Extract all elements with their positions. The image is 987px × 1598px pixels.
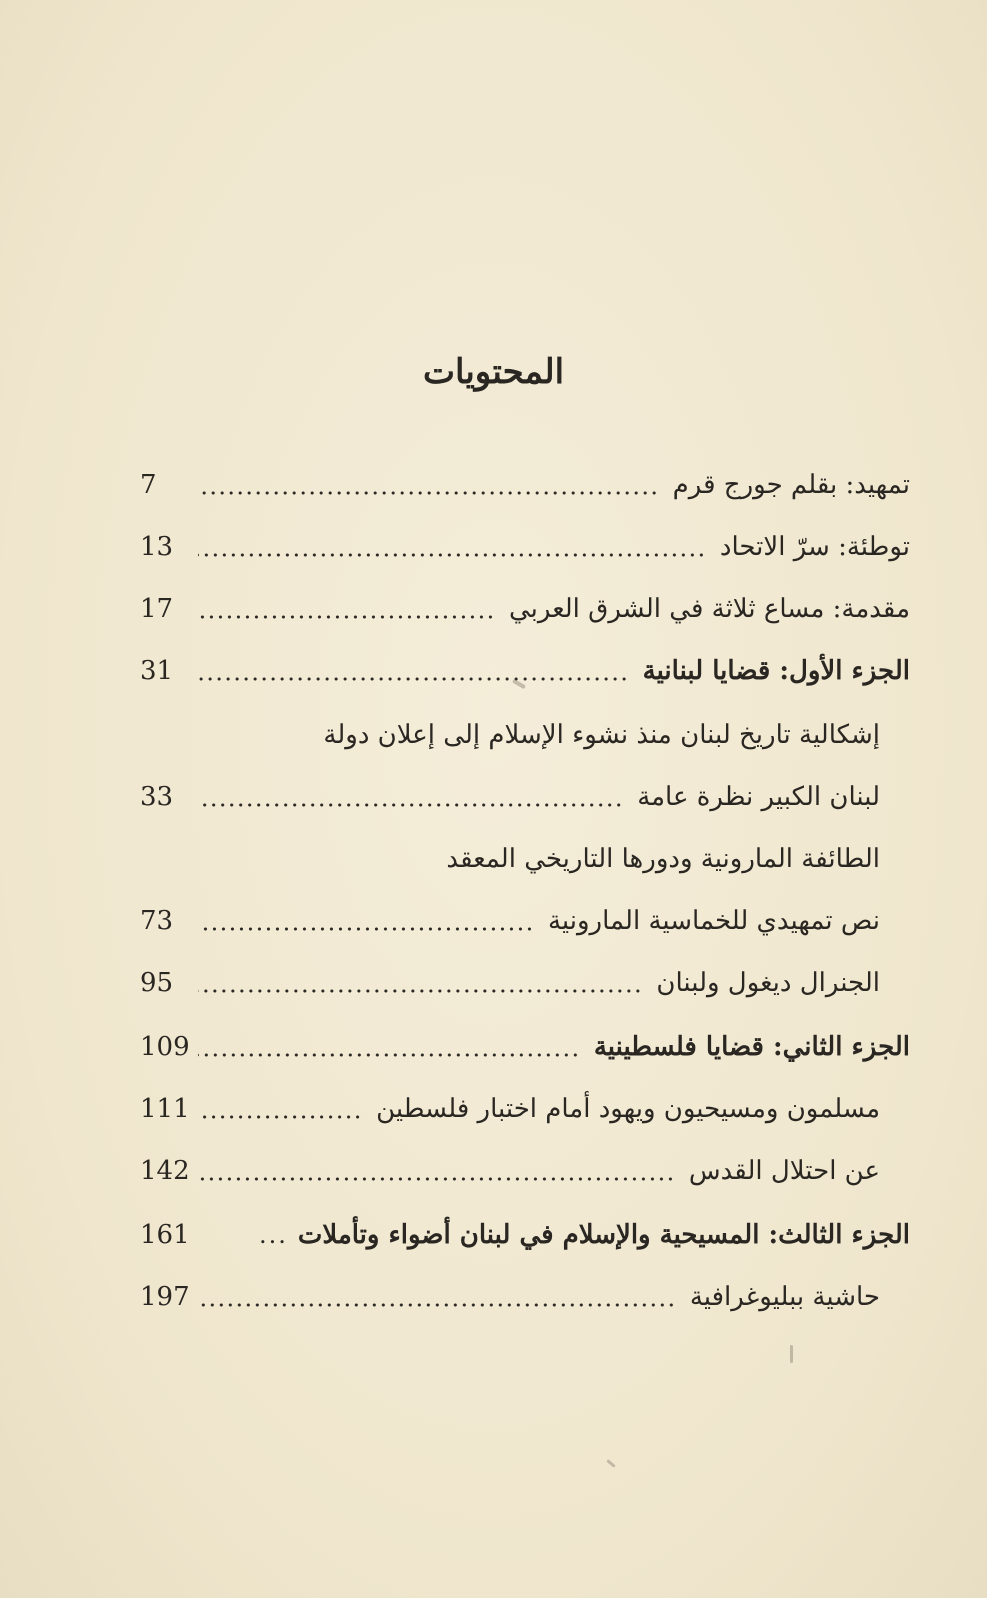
- toc-entry-label: توطئة: سرّ الاتحاد: [719, 532, 910, 562]
- toc-entry-page: 197: [140, 1282, 190, 1312]
- paper-speck: [606, 1459, 616, 1468]
- toc-entry: [140, 460, 910, 510]
- toc-entry-label: الجزء الثاني: قضايا فلسطينية: [593, 1032, 910, 1062]
- toc-entry-page: 109: [140, 1032, 190, 1062]
- ellipsis-leader: ...: [258, 1221, 288, 1249]
- dot-leader: [198, 802, 623, 808]
- dot-leader: [198, 926, 534, 932]
- toc-section-heading: [140, 1022, 910, 1072]
- paper-speck: [790, 1345, 793, 1363]
- toc-entry: [140, 710, 910, 760]
- toc-entry-label: مسلمون ومسيحيون ويهود أمام اختبار فلسطين: [376, 1094, 880, 1124]
- toc-entry: [140, 896, 910, 946]
- toc-entry-page: 17: [140, 594, 174, 624]
- toc-entry: [140, 834, 910, 884]
- toc-entry-page: 142: [140, 1156, 190, 1186]
- dot-leader: [198, 1176, 675, 1182]
- dot-leader: [198, 490, 659, 496]
- toc-entry: [140, 1272, 910, 1322]
- toc-entry: [140, 584, 910, 634]
- toc-entry: [140, 958, 910, 1008]
- toc-entry-page: 13: [140, 532, 174, 562]
- toc-entry-label: الجزء الأول: قضايا لبنانية: [642, 656, 910, 686]
- toc-entry-label: تمهيد: بقلم جورج قرم: [672, 470, 910, 500]
- toc-section-heading: [140, 646, 910, 696]
- toc-entry: [140, 772, 910, 822]
- dot-leader: [198, 1302, 676, 1308]
- toc-entry-page: 73: [140, 906, 174, 936]
- dot-leader: [198, 988, 642, 994]
- dot-leader: [198, 676, 629, 682]
- toc-entry-page: 95: [140, 968, 174, 998]
- toc-entry-label: مقدمة: مساع ثلاثة في الشرق العربي: [508, 594, 910, 624]
- dot-leader: [198, 614, 495, 620]
- page-title: المحتويات: [422, 352, 565, 392]
- toc-entry-label: عن احتلال القدس: [688, 1156, 880, 1186]
- toc-entry-page: 31: [140, 656, 174, 686]
- toc-entry-label: لبنان الكبير نظرة عامة: [637, 782, 880, 812]
- toc-entry-page: 161: [140, 1220, 190, 1250]
- toc-entry-label: الطائفة المارونية ودورها التاريخي المعقد: [446, 844, 880, 874]
- toc-entry-label: الجزء الثالث: المسيحية والإسلام في لبنان أضواء وتأملات: [297, 1220, 910, 1250]
- toc-entry: [140, 1146, 910, 1196]
- toc-entry-label: حاشية ببليوغرافية: [689, 1282, 880, 1312]
- toc-entry-page: 33: [140, 782, 174, 812]
- dot-leader: [198, 552, 706, 558]
- toc-entry-label: نص تمهيدي للخماسية المارونية: [547, 906, 880, 936]
- toc-entry-page: 111: [140, 1094, 190, 1124]
- toc-section-heading: [140, 1210, 910, 1260]
- toc-entry: [140, 522, 910, 572]
- toc-entry-label: إشكالية تاريخ لبنان منذ نشوء الإسلام إلى إعلان دولة: [323, 720, 880, 750]
- dot-leader: [198, 1114, 362, 1120]
- toc-entry-label: الجنرال ديغول ولبنان: [656, 968, 880, 998]
- toc-entry: [140, 1084, 910, 1134]
- dot-leader: [198, 1052, 580, 1058]
- toc-entry-page: 7: [140, 470, 157, 500]
